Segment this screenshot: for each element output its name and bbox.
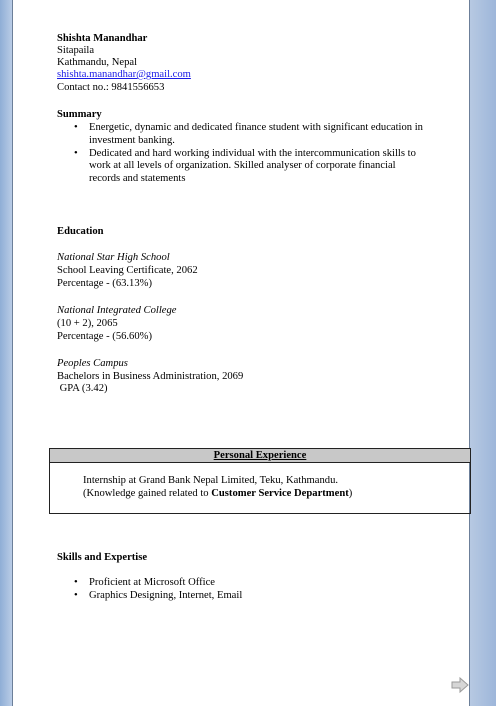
email-link[interactable]: shishta.manandhar@gmail.com	[57, 69, 191, 80]
summary-item-line: Energetic, dynamic and dedicated finance student with significant education in	[89, 122, 423, 133]
address-line-1: Sitapaila	[57, 45, 95, 56]
school-name: National Integrated College	[57, 305, 177, 316]
education-heading	[57, 226, 104, 238]
education-heading-text: Education	[57, 226, 104, 237]
experience-line: Internship at Grand Bank Nepal Limited, Teku, Kathmandu.	[83, 475, 339, 486]
window-frame-left	[0, 0, 12, 706]
education-detail: Bachelors in Business Administration, 2069	[57, 371, 244, 382]
experience-heading: Personal Experience	[50, 449, 470, 463]
summary-item-line: work at all levels of organization. Skilled analyser of corporate financial	[89, 160, 396, 172]
school-name: Peoples Campus	[57, 358, 128, 369]
skills-list	[57, 577, 457, 603]
contact-number: Contact no.: 9841556653	[57, 82, 165, 93]
skill-item-label: Graphics Designing, Internet, Email	[89, 589, 243, 601]
school-name: National Star High School	[57, 252, 170, 263]
education-detail: School Leaving Certificate, 2062	[57, 265, 198, 276]
summary-item	[57, 148, 457, 186]
education-score: GPA (3.42)	[57, 383, 108, 394]
experience-line-prefix: (Knowledge gained related to	[83, 488, 212, 499]
window-frame-right	[470, 0, 496, 706]
right-arrow-icon[interactable]	[451, 676, 469, 694]
experience-box	[49, 448, 471, 514]
skill-item	[57, 577, 457, 590]
experience-line-bold: Customer Service Department	[211, 488, 349, 499]
bullet-icon: •	[74, 147, 78, 159]
bullet-icon: •	[74, 589, 78, 601]
education-score: Percentage - (56.60%)	[57, 331, 153, 342]
applicant-name: Shishta Manandhar	[57, 33, 148, 44]
experience-line-suffix: )	[348, 488, 353, 499]
summary-heading: Summary	[57, 109, 102, 120]
summary-item-line: investment banking.	[89, 134, 175, 146]
document-page	[12, 0, 470, 706]
summary-list	[57, 122, 457, 186]
summary-item-line: Dedicated and hard working individual with the intercommunication skills to	[89, 147, 416, 159]
bullet-icon: •	[74, 577, 78, 588]
address-line-2: Kathmandu, Nepal	[57, 57, 138, 68]
skill-item	[57, 590, 457, 603]
education-score: Percentage - (63.13%)	[57, 278, 153, 289]
summary-item	[57, 122, 457, 148]
bullet-icon: •	[74, 122, 78, 133]
summary-item-line: records and statements	[89, 173, 186, 185]
education-detail: (10 + 2), 2065	[57, 318, 118, 329]
skills-heading: Skills and Expertise	[57, 552, 148, 563]
experience-line	[83, 488, 352, 500]
skill-item-label: Proficient at Microsoft Office	[89, 577, 216, 588]
